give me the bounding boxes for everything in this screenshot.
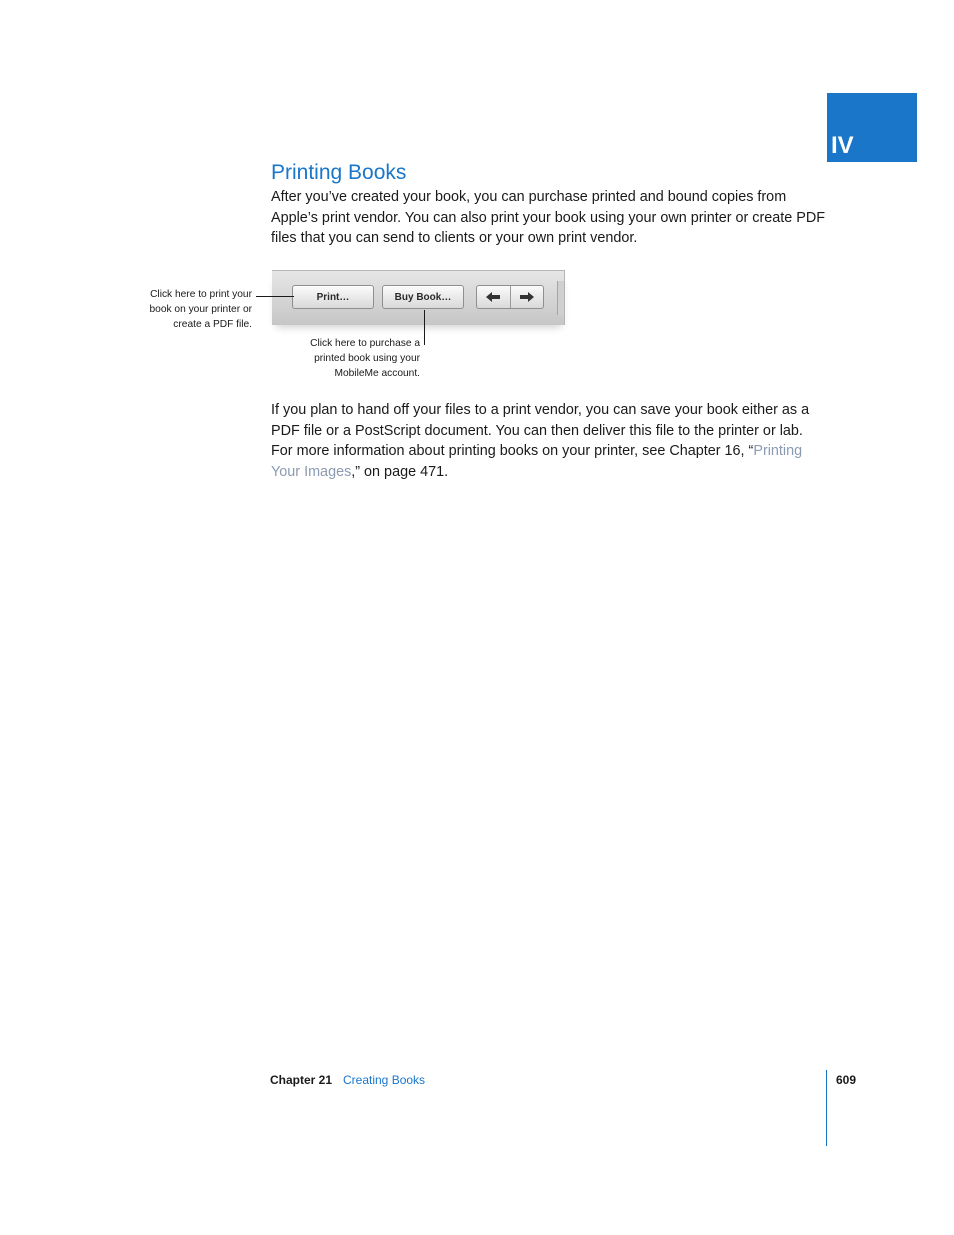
print-button[interactable]: Print… <box>292 285 374 309</box>
footer-divider <box>826 1070 827 1146</box>
callout-print-leader <box>256 296 294 297</box>
buy-book-button[interactable]: Buy Book… <box>382 285 464 309</box>
body-text-start: If you plan to hand off your files to a print vendor, you can save your book either as a PDF file or a PostScript document. You can then deliver this file to the printer or lab. For more information about printing books on your printer, see Chapter 16, “ <box>271 402 810 460</box>
page-number: 609 <box>836 1073 857 1087</box>
next-page-button[interactable] <box>510 286 544 308</box>
callout-buy: Click here to purchase a printed book using your MobileMe account. <box>310 338 420 379</box>
intro-paragraph: After you’ve created your book, you can purchase printed and bound copies from Apple’s print vendor. You can also print your book using your own printer or create PDF files that you can send to clients or your own print vendor. <box>271 189 826 247</box>
callout-buy-leader <box>424 310 425 345</box>
body-paragraph <box>271 400 827 482</box>
toolbar-edge <box>557 281 564 315</box>
body-text-end: ,” on page 471. <box>351 463 449 480</box>
part-tab-label: IV <box>831 132 854 159</box>
section-title: Printing Books <box>271 161 407 184</box>
callout-print: Click here to print your book on your printer or create a PDF file. <box>149 289 252 330</box>
right-arrow-icon <box>520 292 534 302</box>
part-tab <box>827 93 917 162</box>
cross-reference-link[interactable]: Printing Your Images <box>271 443 803 480</box>
page-nav-group <box>476 285 544 309</box>
book-toolbar-screenshot <box>272 270 565 325</box>
left-arrow-icon <box>486 292 500 302</box>
footer-chapter: Chapter 21 <box>270 1073 333 1087</box>
previous-page-button[interactable] <box>477 286 510 308</box>
footer-chapter-title: Creating Books <box>343 1073 426 1087</box>
